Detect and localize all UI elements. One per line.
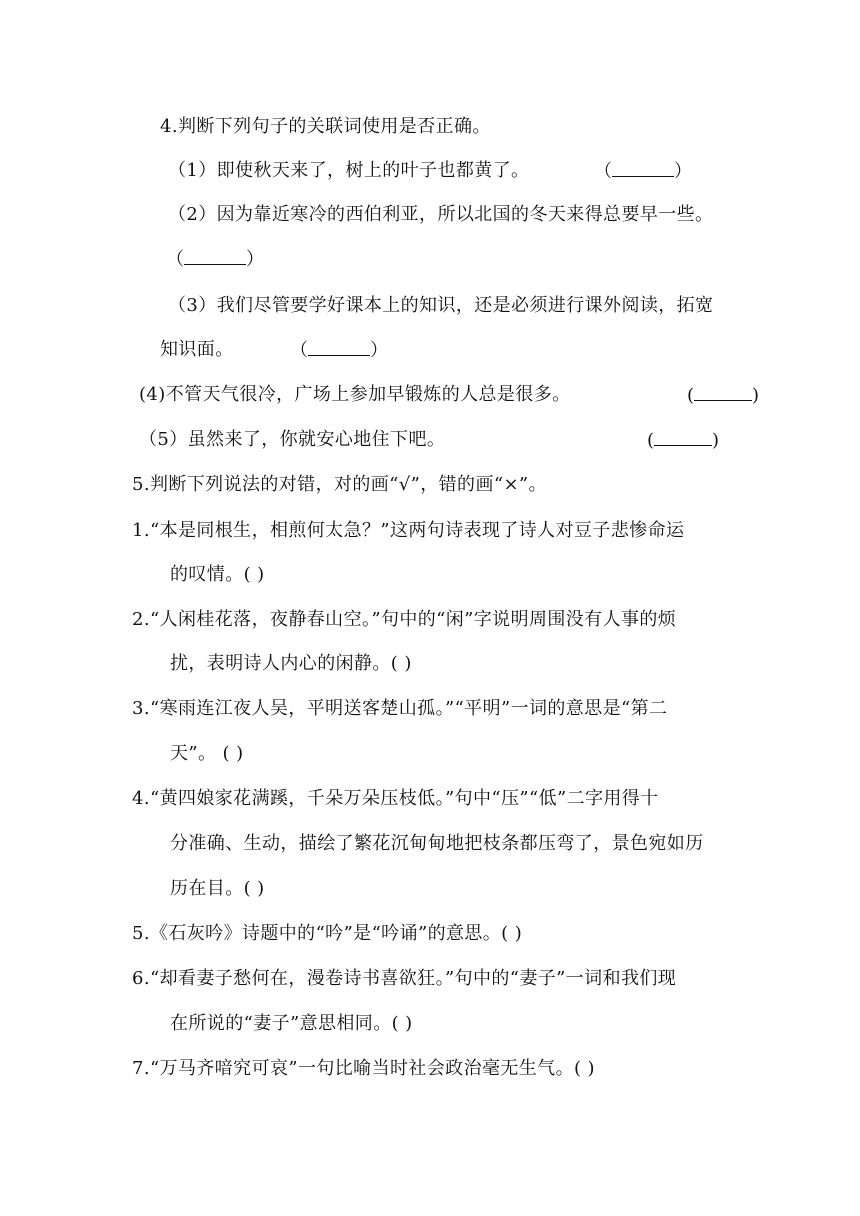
question-4-2-text: （2）因为靠近寒冷的西伯利亚，所以北国的冬天来得总要早一些。 [168, 204, 714, 225]
question-4-4-text: (4)不管天气很冷，广场上参加早锻炼的人总是很多。 [139, 384, 571, 405]
question-4-5-text: （5）虽然来了，你就安心地住下吧。 [139, 429, 446, 450]
section-4-title: 4.判断下列句子的关联词使用是否正确。 [160, 116, 491, 137]
statement-4-line3[interactable]: 历在目。( ) [170, 878, 265, 899]
paren-open: ( [687, 385, 695, 406]
statement-7-line1[interactable]: 7.“万马齐喑究可哀”一句比喻当时社会政治毫无生气。( ) [132, 1058, 595, 1079]
question-4-1-text: （1）即使秋天来了，树上的叶子也都黄了。 [168, 160, 530, 181]
paren-close: ) [752, 385, 760, 406]
paren-close: ） [246, 249, 264, 270]
paren-open: （ [290, 340, 308, 361]
answer-underline [612, 162, 674, 177]
statement-6-line2[interactable]: 在所说的“妻子”意思相同。( ) [170, 1013, 413, 1034]
statement-6-line1: 6.“却看妻子愁何在，漫卷诗书喜欲狂。”句中的“妻子”一词和我们现 [132, 968, 677, 989]
answer-underline [694, 386, 752, 401]
statement-4-line2: 分准确、生动，描绘了繁花沉甸甸地把枝条都压弯了，景色宛如历 [170, 833, 704, 854]
question-4-3-text-line2: 知识面。 [160, 339, 234, 360]
answer-blank-4-1[interactable] [594, 162, 692, 181]
statement-4-line1: 4.“黄四娘家花满蹊，千朵万朵压枝低。”句中“压”“低”二字用得十 [132, 788, 659, 809]
statement-3-line2[interactable]: 天”。 ( ) [170, 743, 244, 764]
statement-3-line1: 3.“寒雨连江夜人吴，平明送客楚山孤。”“平明”一词的意思是“第二 [132, 698, 668, 719]
answer-underline [184, 250, 246, 265]
section-5-title: 5.判断下列说法的对错，对的画“√”，错的画“×”。 [132, 474, 547, 495]
answer-underline [308, 341, 370, 356]
answer-blank-4-2[interactable] [166, 250, 264, 269]
paren-open: ( [647, 430, 655, 451]
answer-blank-4-3[interactable] [290, 341, 388, 360]
answer-blank-4-5[interactable] [647, 431, 719, 450]
answer-blank-4-4[interactable] [687, 386, 759, 405]
paren-close: ） [370, 340, 388, 361]
paren-open: （ [166, 249, 184, 270]
statement-1-line1: 1.“本是同根生，相煎何太急？”这两句诗表现了诗人对豆子悲惨命运 [132, 520, 685, 541]
statement-2-line2[interactable]: 扰，表明诗人内心的闲静。( ) [170, 653, 412, 674]
paren-close: ） [674, 161, 692, 182]
statement-2-line1: 2.“人闲桂花落，夜静春山空。”句中的“闲”字说明周围没有人事的烦 [132, 609, 677, 630]
question-4-3-text-line1: （3）我们尽管要学好课本上的知识，还是必须进行课外阅读，拓宽 [168, 295, 714, 316]
statement-1-line2[interactable]: 的叹情。( ) [170, 564, 265, 585]
paren-open: （ [594, 161, 612, 182]
statement-5-line1[interactable]: 5.《石灰吟》诗题中的“吟”是“吟诵”的意思。( ) [132, 923, 523, 944]
paren-close: ) [712, 430, 720, 451]
answer-underline [654, 431, 712, 446]
